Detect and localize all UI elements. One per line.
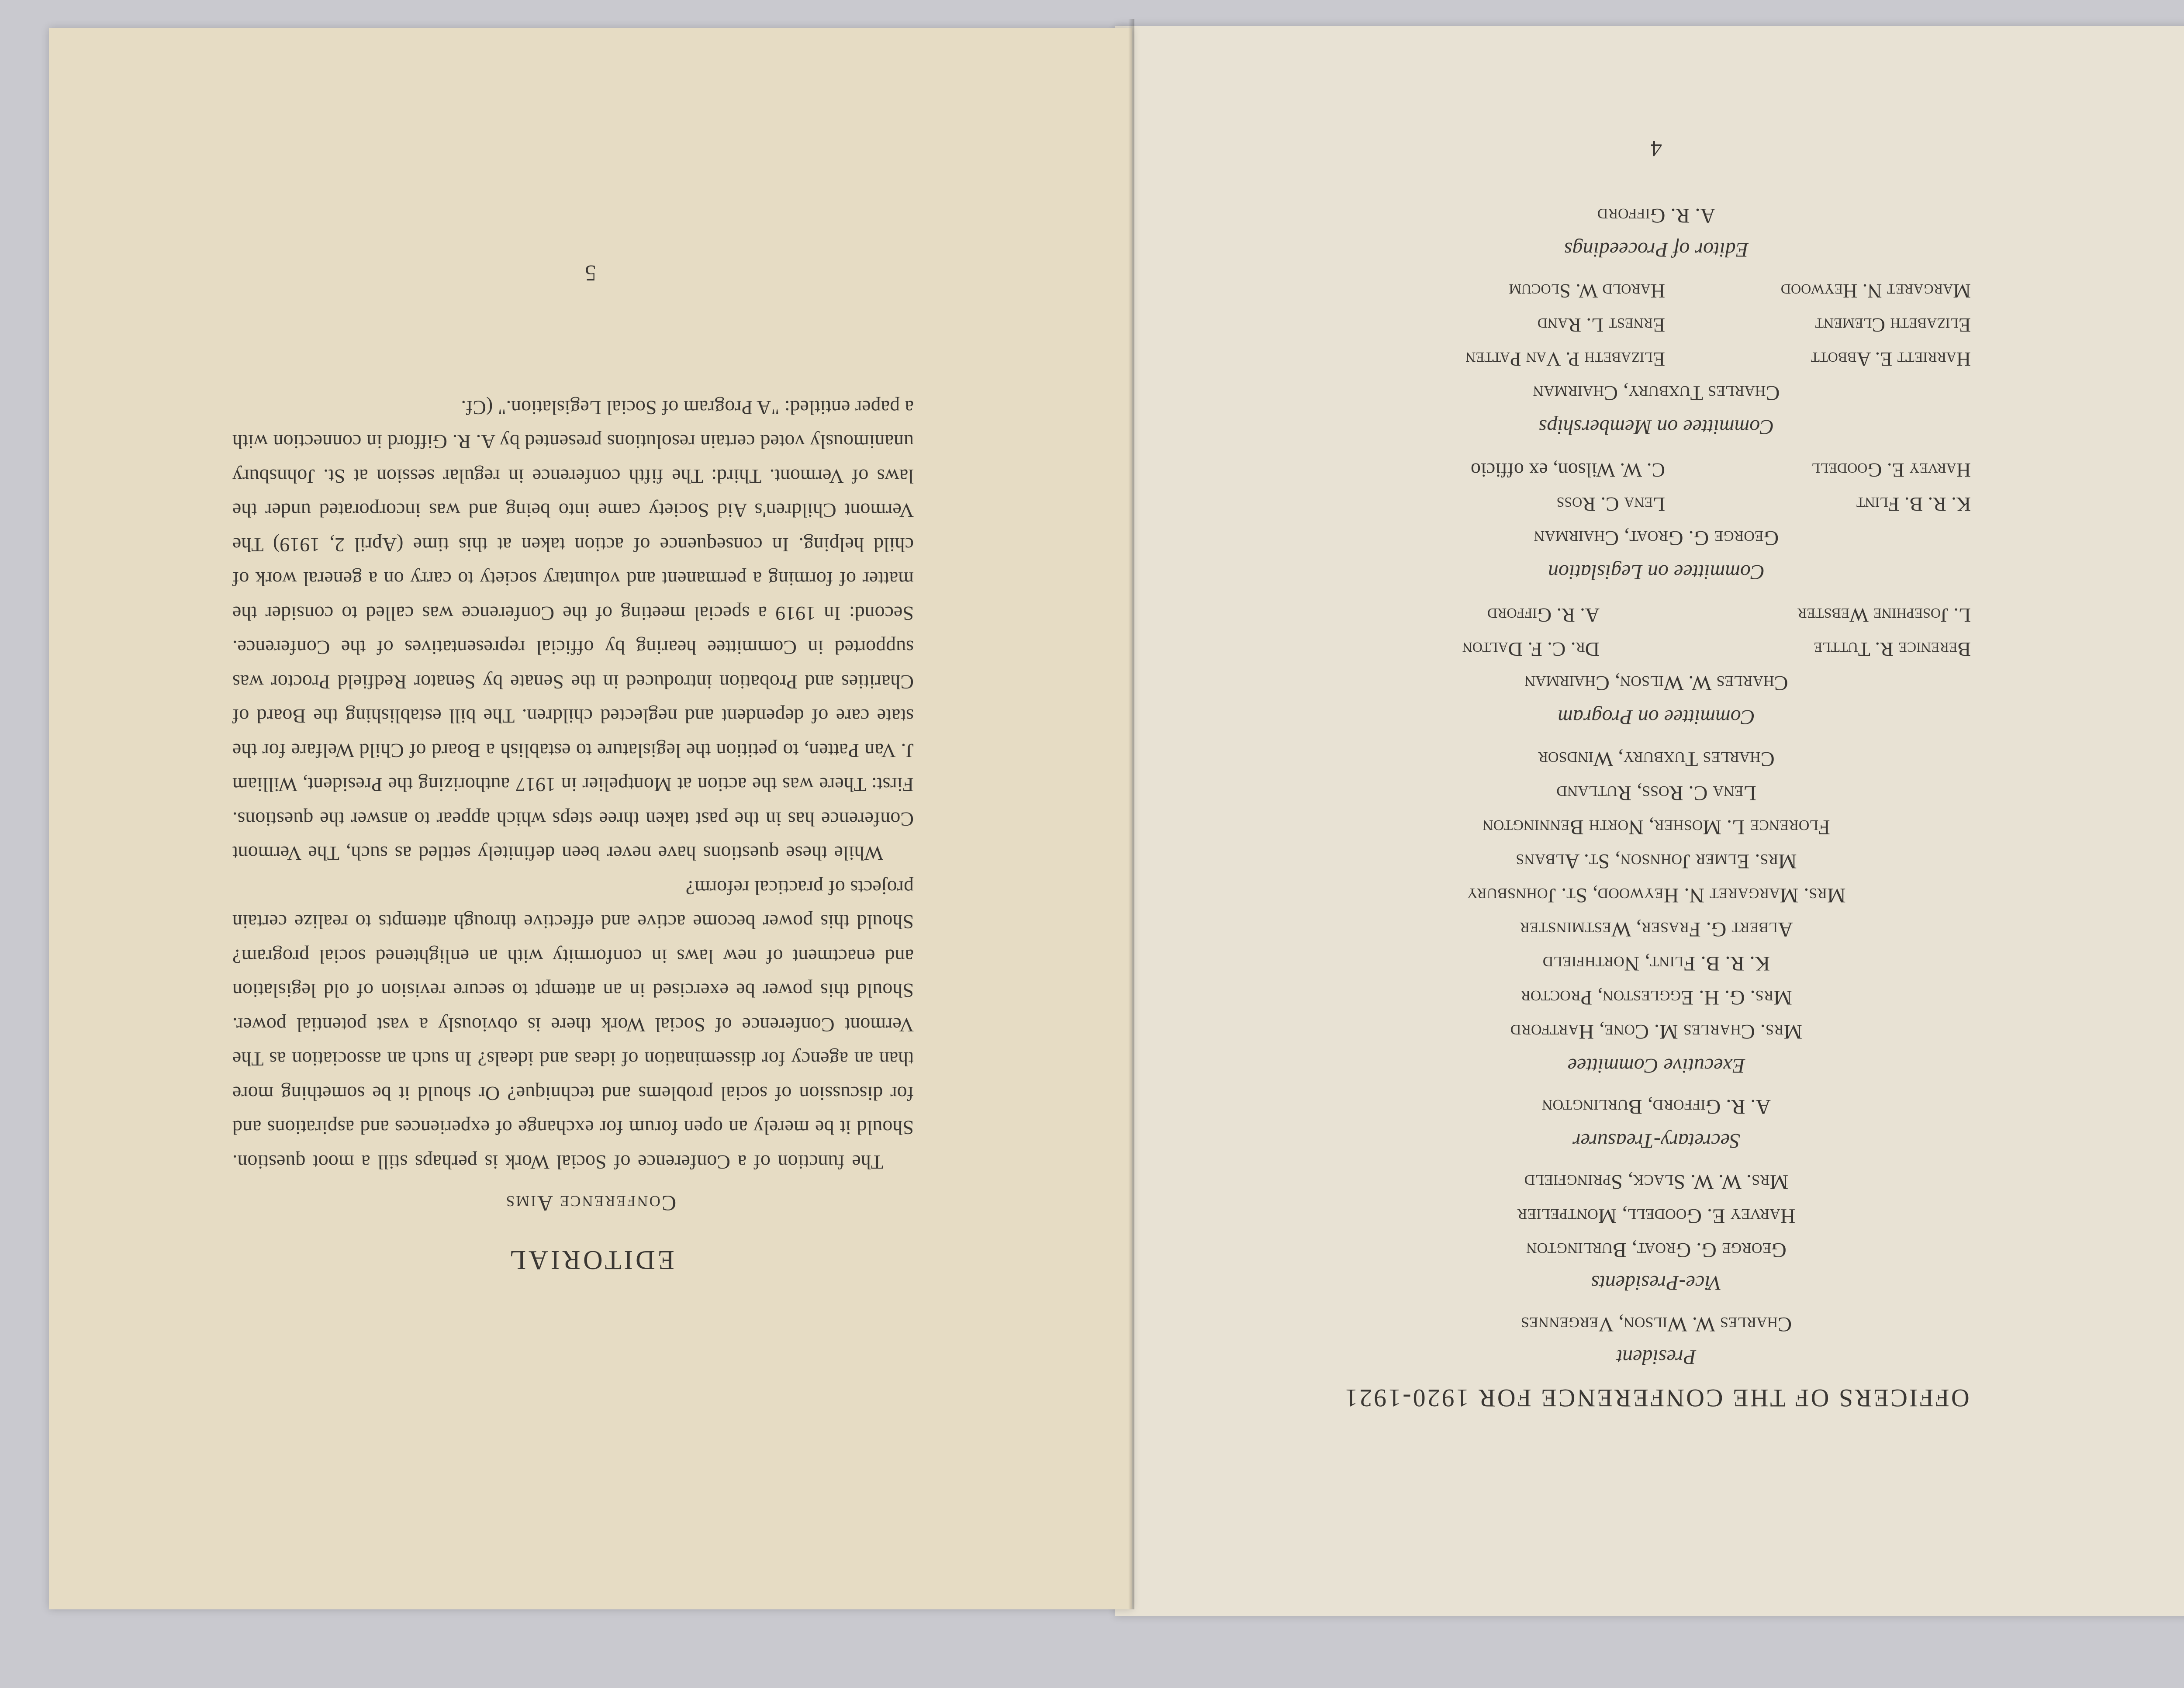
- program-members: [1316, 591, 1971, 661]
- editorial-body: [232, 391, 914, 1180]
- executive-member: Mrs. Charles M. Cone, Hartford: [1510, 1020, 1803, 1043]
- program-member: Dr. C. F. Dalton: [1462, 638, 1600, 661]
- program-member: A. R. Gifford: [1487, 604, 1600, 626]
- editorial-paragraph: While these questions have never been definitely settled as such, The Vermont Conference has in the past taken three steps which appear to answer the questions. First: There was the action at Montpelier in 1917 authorizing the President, William J. Van Patten, to petition the legislature to establish a Board of Child Welfare for the state care of dependent and neglected children. The bill establishing the Board of Charities and Probation introduced in the Senate by Senator Redfield Proctor was supported in Committee hearing by official representatives of the Conference. Second: In 1919 a special meeting of the Conference was called to consider the matter of forming a permanent and voluntary society to carry on a general work of child helping. In consequence of action taken at this time (April 2, 1919) The Vermont Children's Aid Society came into being and was incorporated under the laws of Vermont. Third: The fifth conference in regular session at St. Johnsbury unanimously voted certain resolutions presented by A. R. Gifford in connection with a paper entitled: "A Program of Social Legislation." (Cf.: [232, 397, 914, 865]
- editorial-subtitle: Conference Aims: [505, 1191, 677, 1216]
- executive-member: Albert G. Fraser, Westminster: [1520, 918, 1793, 941]
- legislation-members: [1316, 446, 1971, 516]
- executive-member: Lena C. Ross, Rutland: [1556, 782, 1756, 805]
- executive-heading: Executive Committee: [1567, 1054, 1745, 1077]
- page-number: 5: [585, 260, 596, 285]
- program-heading: Committee on Program: [1558, 706, 1755, 729]
- legislation-member: C. W. Wilson, ex officio: [1471, 459, 1665, 481]
- editor-name: A. R. Gifford: [1597, 204, 1716, 227]
- page-officers: [1115, 26, 2184, 1616]
- executive-member: Charles Tuxbury, Windsor: [1538, 747, 1775, 771]
- president-name: Charles W. Wilson, Vergennes: [1521, 1313, 1792, 1336]
- vice-president-1: George G. Groat, Burlington: [1526, 1238, 1787, 1262]
- memberships-member: Harold W. Slocum: [1509, 280, 1665, 302]
- executive-member: K. R. B. Flint, Northfield: [1542, 952, 1770, 975]
- editor-heading: Editor of Proceedings: [1564, 238, 1749, 261]
- legislation-member: Lena C. Ross: [1556, 493, 1665, 515]
- memberships-member: Elizabeth P. Van Patten: [1465, 348, 1665, 370]
- vice-presidents-heading: Vice-Presidents: [1591, 1271, 1722, 1294]
- executive-member: Mrs. Elmer Johnson, St. Albans: [1516, 850, 1797, 873]
- secretary-heading: Secretary-Treasurer: [1572, 1129, 1740, 1152]
- memberships-chair: Charles Tuxbury, Chairman: [1533, 381, 1780, 405]
- program-member: L. Josephine Webster: [1797, 604, 1971, 626]
- legislation-chair: George G. Groat, Chairman: [1534, 526, 1779, 550]
- page-number: 4: [1651, 136, 1662, 161]
- memberships-member: Ernest L. Rand: [1537, 314, 1665, 336]
- legislation-member: Harvey E. Goodell: [1811, 459, 1971, 481]
- program-chair: Charles W. Wilson, Chairman: [1524, 671, 1788, 695]
- memberships-member: Margaret N. Heywood: [1780, 280, 1971, 302]
- editorial-title: EDITORIAL: [507, 1245, 674, 1275]
- officers-content: [1115, 26, 2184, 1616]
- executive-member: Mrs. Margaret N. Heywood, St. Johnsbury: [1467, 884, 1846, 907]
- executive-member: Florence L. Mosher, North Bennington: [1482, 816, 1830, 839]
- memberships-member: Harriett E. Abbott: [1811, 348, 1971, 370]
- legislation-heading: Committee on Legislation: [1548, 560, 1765, 584]
- legislation-member: K. R. B. Flint: [1856, 493, 1971, 515]
- editorial-content: [49, 28, 1132, 1609]
- memberships-member: Elizabeth Clement: [1815, 314, 1971, 336]
- vice-president-2: Harvey E. Goodell, Montpelier: [1517, 1204, 1796, 1228]
- page-editorial: [49, 28, 1132, 1609]
- vice-president-3: Mrs. W. W. Slack, Springfield: [1524, 1170, 1789, 1193]
- memberships-heading: Committee on Memberships: [1538, 415, 1774, 439]
- executive-member: Mrs. G. H. Eggleston, Proctor: [1521, 986, 1792, 1009]
- secretary-name: A. R. Gifford, Burlington: [1542, 1095, 1771, 1118]
- memberships-members: [1316, 266, 1971, 371]
- spine-fold: [1128, 19, 1134, 1609]
- officers-title: OFFICERS OF THE CONFERENCE FOR 1920-1921: [1343, 1384, 1970, 1412]
- editorial-paragraph: The function of a Conference of Social Work is perhaps still a moot question. Should it be merely an open forum for exchange of experiences and aspirations and for discussion of social problems and technique? Or should it be something more than an agency for dissemination of ideas and ideals? In such an association as The Vermont Conference of Social Work there is obviously a vast potential power. Should this power be exercised in an attempt to secure revision of old legislation and enactment of new laws in conformity with an enlightened social program? Should this power become active and effective through attempts to realize certain projects of practical reform?: [232, 877, 914, 1173]
- program-member: Berenice R. Tuttle: [1814, 638, 1971, 661]
- president-heading: President: [1616, 1346, 1697, 1369]
